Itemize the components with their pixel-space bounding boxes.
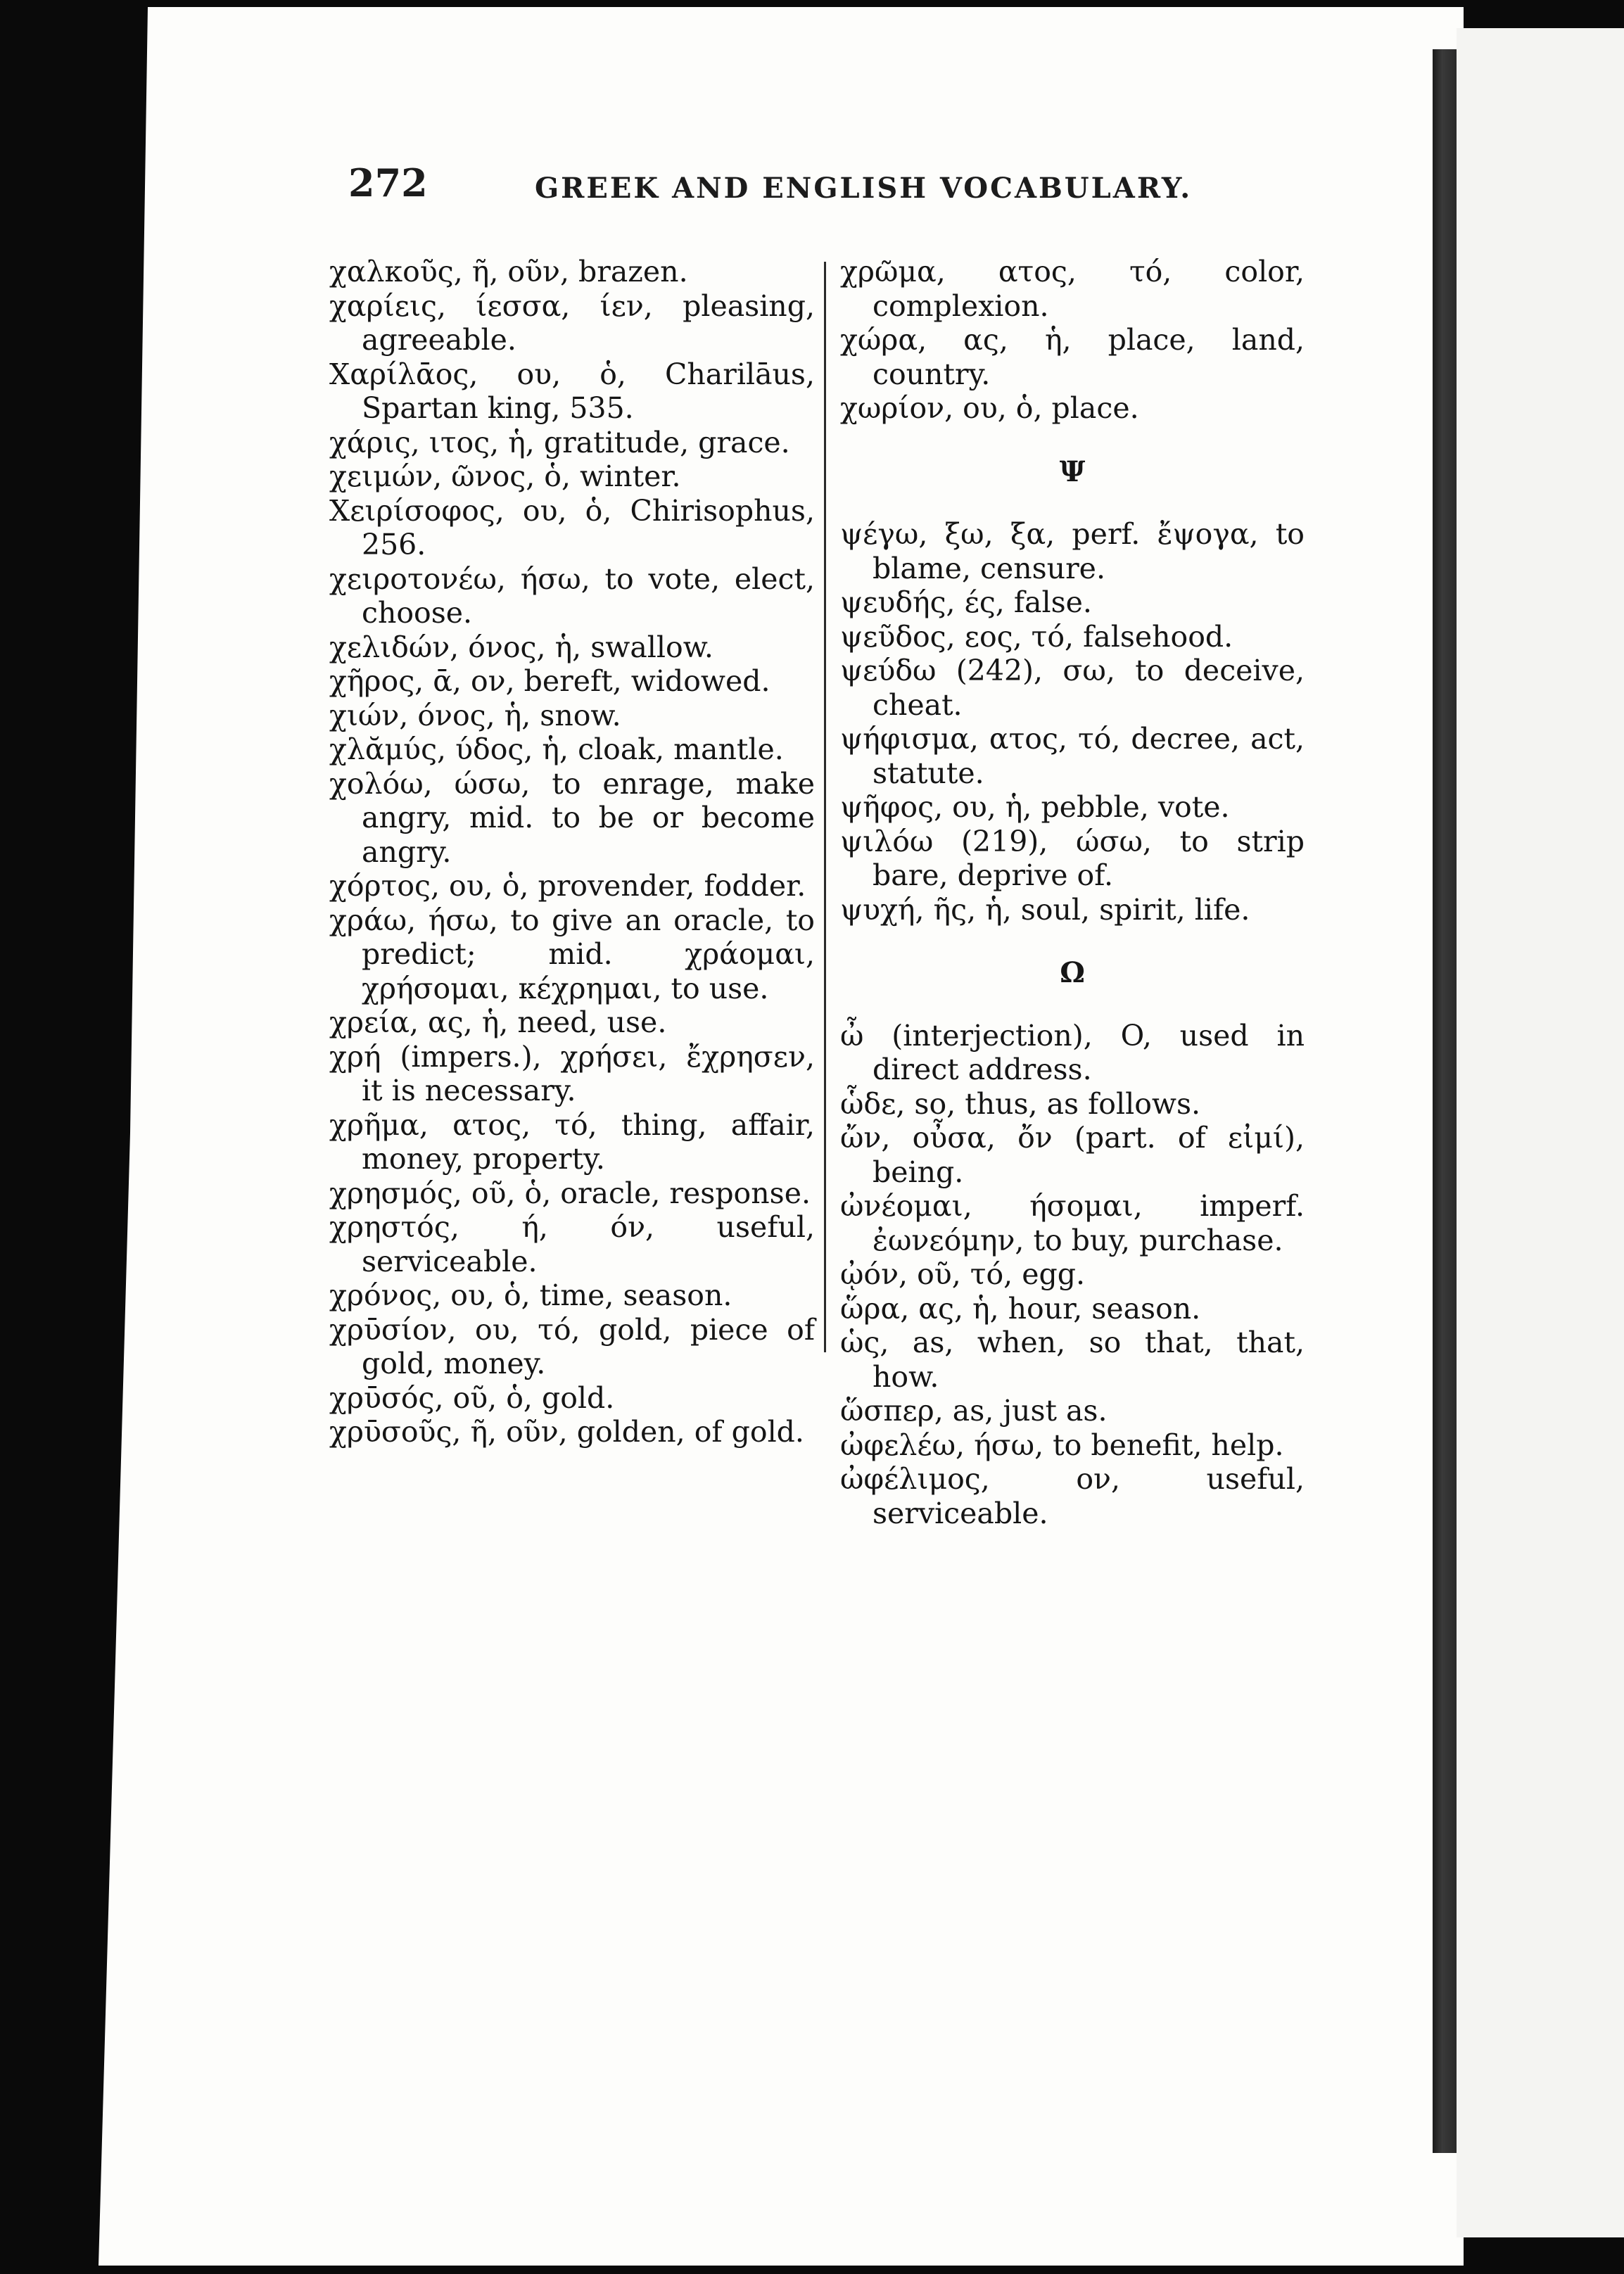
vocab-entry: χρεία, ας, ἡ, need, use. [329,1005,667,1039]
vocab-entry: ὠφέλιμος, ον, useful, serviceable. [840,1462,1305,1530]
vocab-entry: ψυχή, ῆς, ἡ, soul, spirit, life. [840,892,1250,927]
vocab-entry: χῆρος, ᾱ, ον, bereft, widowed. [329,664,770,698]
vocab-entry: ὤν, οὖσα, ὄν (part. of εἰμί), being. [840,1121,1305,1189]
vocab-entry: χρόνος, ου, ὁ, time, season. [329,1278,732,1312]
vocab-entry: Χαρίλᾱος, ου, ὁ, Charilāus, Spartan king, 535. [329,357,815,425]
vocab-entry: ψεῦδος, εος, τό, falsehood. [840,619,1233,654]
vocab-entry: Χειρίσοφος, ου, ὁ, Chirisophus, 256. [329,493,815,561]
vocab-entry: χολόω, ώσω, to enrage, make angry, mid. to be or become angry. [329,766,815,869]
vocab-entry: χρή (impers.), χρήσει, ἔχρησεν, it is necessary. [329,1039,815,1107]
section-heading-psi: Ψ [1059,455,1086,488]
vocab-entry: χράω, ήσω, to give an oracle, to predict; mid. χράομαι, χρήσομαι, κέχρημαι, to use. [329,903,815,1005]
book-spine-shadow [1433,49,1457,2153]
vocab-entry: ὦ (interjection), O, used in direct address. [840,1018,1305,1086]
vocab-entry: ψευδής, ές, false. [840,585,1092,619]
section-heading-omega: Ω [1060,956,1085,989]
vocab-entry: χωρίον, ου, ὁ, place. [840,391,1139,425]
vocab-entry: ψήφισμα, ατος, τό, decree, act, statute. [840,722,1305,790]
vocab-entry: χρῆμα, ατος, τό, thing, affair, money, property. [329,1107,815,1176]
vocab-entry: χρησμός, οῦ, ὁ, oracle, response. [329,1176,811,1210]
vocab-entry: ὥρα, ας, ἡ, hour, season. [840,1291,1201,1326]
vocab-entry: ψεύδω (242), σω, to deceive, cheat. [840,654,1305,722]
vocab-entry: ᾠόν, οῦ, τό, egg. [840,1257,1085,1291]
vocab-entry: ψέγω, ξω, ξα, perf. ἔψογα, to blame, censure. [840,517,1305,585]
vocab-entry: ψιλόω (219), ώσω, to strip bare, deprive of. [840,824,1305,892]
right-column [840,255,1305,1530]
vocab-entry: ψῆφος, ου, ἡ, pebble, vote. [840,790,1230,824]
vocab-entry: χάρις, ιτος, ἡ, gratitude, grace. [329,425,790,459]
vocab-entry: ὧδε, so, thus, as follows. [840,1086,1201,1121]
vocab-entry: χρῡσοῦς, ῆ, οῦν, golden, of gold. [329,1415,804,1449]
vocab-entry: χαρίεις, ίεσσα, ίεν, pleasing, agreeable. [329,288,815,357]
vocab-entry: χρηστός, ή, όν, useful, serviceable. [329,1210,815,1278]
vocab-entry: ὠνέομαι, ήσομαι, imperf. ἐωνεόμην, to buy, purchase. [840,1189,1305,1257]
vocab-entry: χρῡσός, οῦ, ὁ, gold. [329,1380,615,1415]
vocab-entry: χρῡσίον, ου, τό, gold, piece of gold, money. [329,1312,815,1380]
vocab-entry: χειροτονέω, ήσω, to vote, elect, choose. [329,561,815,630]
vocab-entry: χόρτος, ου, ὁ, provender, fodder. [329,869,806,903]
page-number: 272 [348,160,428,205]
facing-page-edge [1457,28,1624,2237]
vocab-entry: ὥσπερ, as, just as. [840,1394,1108,1428]
vocab-entry: χαλκοῦς, ῆ, οῦν, brazen. [329,255,688,288]
vocab-entry: χρῶμα, ατος, τό, color, complexion. [840,255,1305,323]
vocab-entry: χλᾰμύς, ύδος, ἡ, cloak, mantle. [329,732,784,766]
left-column [329,255,815,1449]
running-head: GREEK AND ENGLISH VOCABULARY. [535,172,1193,205]
vocab-entry: ὡς, as, when, so that, that, how. [840,1326,1305,1394]
vocab-entry: χειμών, ῶνος, ὁ, winter. [329,459,681,493]
vocab-entry: χελιδών, όνος, ἡ, swallow. [329,630,713,664]
vocab-entry: χώρα, ας, ἡ, place, land, country. [840,323,1305,391]
vocab-entry: χιών, όνος, ἡ, snow. [329,698,621,732]
vocab-entry: ὠφελέω, ήσω, to benefit, help. [840,1428,1284,1462]
column-divider [824,262,826,1352]
